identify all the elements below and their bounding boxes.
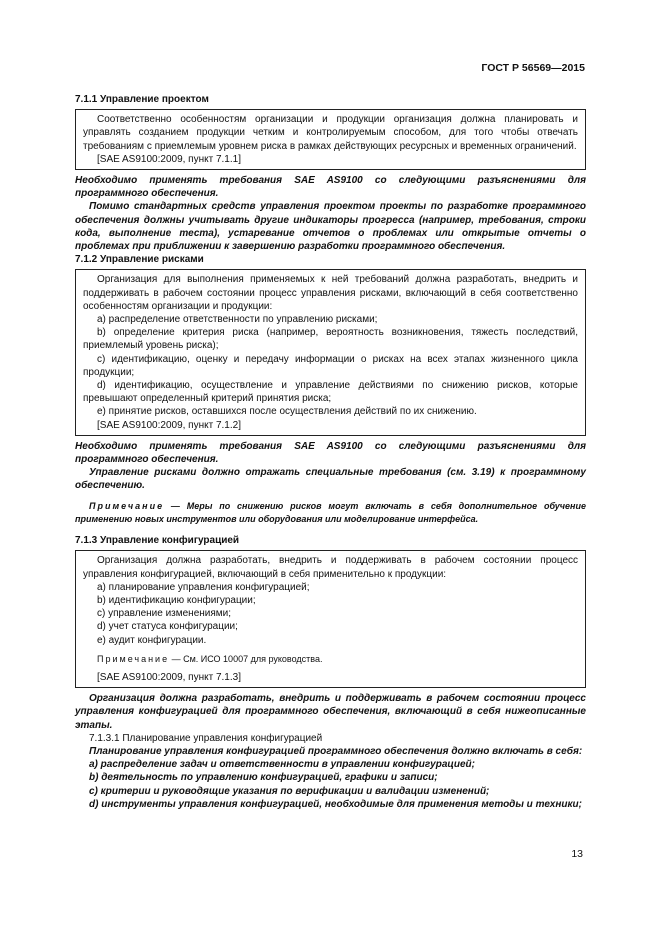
subsection-heading-7-1-3-1: 7.1.3.1 Планирование управления конфигурацией [89,732,323,744]
page-number: 13 [571,848,583,860]
paragraph: Необходимо применять требования SAE AS9100 со следующими разъяснениями для программного обеспечения. [75,440,586,466]
box-note [83,653,578,666]
document-id: ГОСТ Р 56569—2015 [481,62,585,74]
paragraph: Необходимо применять требования SAE AS9100 со следующими разъяснениями для программного обеспечения. [75,175,586,200]
section-heading-7-1-3: 7.1.3 Управление конфигурацией [75,535,240,547]
list-item: b) деятельность по управлению конфигурацией, графики и записи; [89,772,438,784]
list-item: b) идентификацию конфигурации; [97,594,256,606]
quote-text: Соответственно особенностям организации и продукции организация должна планировать и управлять созданием продукции четким и контролируемым способом, для того чтобы отвечать требованиям с приемлемым уровнем риска в рамках действующих ресурсных и временных ограничений. [83,114,578,152]
quote-box-7-1-2 [75,269,586,435]
list-item: a) распределение ответственности по управлению рисками; [97,314,378,326]
quote-source: [SAE AS9100:2009, пункт 7.1.3] [97,671,241,683]
quote-source: [SAE AS9100:2009, пункт 7.1.2] [97,419,241,431]
list-item: e) принятие рисков, оставшихся после осуществления действий по их снижению. [97,406,477,418]
list-item: d) учет статуса конфигурации; [97,621,238,633]
list-item: d) инструменты управления конфигурацией, необходимые для применения методы и техники; [89,798,582,810]
note-text: — См. ИСО 10007 для руководства. [169,653,323,664]
list-item: a) планирование управления конфигурацией; [97,581,310,593]
note-text: — Меры по снижению рисков могут включать в себя дополнительное обучение применению новых инструментов или оборудования или моделирование интерфейса. [75,500,586,524]
quote-source: [SAE AS9100:2009, пункт 7.1.1] [97,153,241,165]
list-item: a) распределение задач и ответственности в управлении конфигурацией; [89,759,475,771]
quote-text: Организация должна разработать, внедрить и поддерживать в рабочем состоянии процесс управления конфигурацией, включающий в себя применительно к продукции: [83,555,578,580]
paragraph: Планирование управления конфигурацией программного обеспечения должно включать в себя: [89,745,583,757]
quote-text: Организация для выполнения применяемых к ней требований должна разработать, внедрить и поддерживать в рабочем состоянии процесс управления рисками, включающий в себя соответственно особенностям организации и продукции: [83,274,578,312]
list-item: c) идентификацию, оценку и передачу информации о рисках на всех этапах жизненного цикла продукции; [83,353,578,378]
page-content [75,93,586,811]
list-item: c) критерии и руководящие указания по верификации и валидации изменений; [89,785,490,797]
list-item: e) аудит конфигурации. [97,634,207,646]
paragraph: Организация должна разработать, внедрить и поддерживать в рабочем состоянии процесс управления конфигурацией для программного обеспечения, включающий в себя нижеописанные этапы. [75,693,586,731]
list-item: d) идентификацию, осуществление и управление действиями по снижению рисков, которые превышают определенный критерий принятия риска; [83,380,578,405]
quote-box-7-1-1 [75,109,586,170]
list-item: b) определение критерия риска (например, вероятность возникновения, тяжесть последствий, приемлемый уровень риска); [83,327,578,352]
list-item: c) управление изменениями; [97,608,232,620]
quote-box-7-1-3 [75,550,586,688]
note [75,500,586,526]
paragraph: Помимо стандартных средств управления проектом проекты по разработке программного обеспечения должны учитывать другие индикаторы прогресса (например, требования, строки кода, выполнение теста), устаревание отчетов о проблемах или открытые отчеты о проблемах при приближении к завершению разработки программного обеспечения. [75,201,586,253]
section-heading-7-1-1: 7.1.1 Управление проектом [75,94,209,105]
paragraph: Управление рисками должно отражать специальные требования (см. 3.19) к программному обеспечению. [75,467,586,492]
section-heading-7-1-2: 7.1.2 Управление рисками [75,254,204,266]
note-label: Примечание [89,500,165,511]
note-label: Примечание [97,653,170,664]
